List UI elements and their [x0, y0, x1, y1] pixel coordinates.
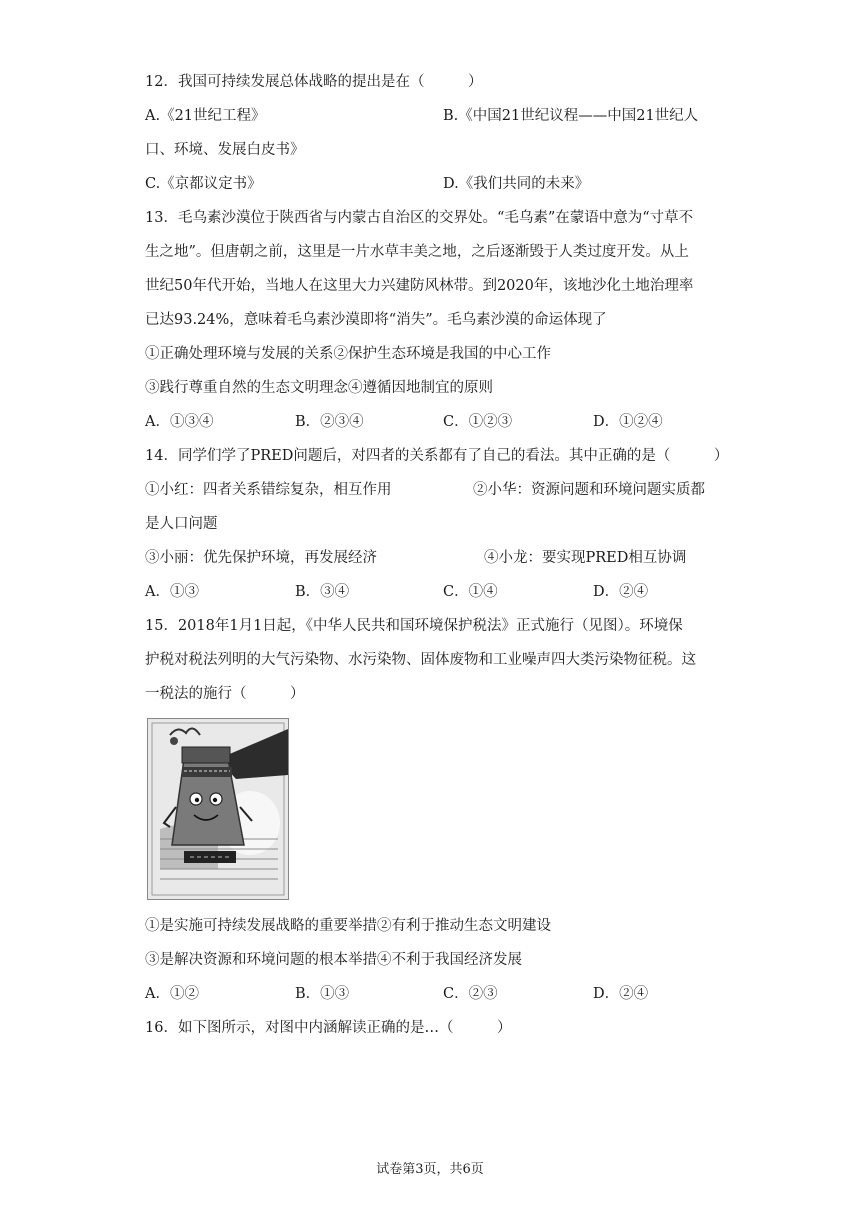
- tax-cartoon-illustration: [148, 719, 288, 899]
- q15-statements-1: ①是实施可持续发展战略的重要举措②有利于推动生态文明建设: [145, 918, 551, 934]
- q14-stem: 14．同学们学了PRED问题后，对四者的关系都有了自己的看法。其中正确的是（ ）: [145, 448, 729, 464]
- q14-statement-2: ②小华：资源问题和环境问题实质都: [473, 482, 705, 498]
- q13-stem-line3: 世纪50年代开始，当地人在这里大力兴建防风林带。到2020年，该地沙化土地治理率: [145, 278, 694, 294]
- q14-option-d: D．②④: [593, 584, 649, 600]
- q12-stem: 12．我国可持续发展总体战略的提出是在（ ）: [145, 74, 483, 90]
- q13-option-b: B．②③④: [295, 414, 364, 430]
- q13-option-a: A．①③④: [145, 414, 214, 430]
- q12-option-c: C.《京都议定书》: [145, 176, 262, 192]
- q14-option-c: C．①④: [443, 584, 498, 600]
- q15-option-c: C．②③: [443, 986, 498, 1002]
- q15-option-b: B．①③: [295, 986, 350, 1002]
- q13-stem-line2: 生之地”。但唐朝之前，这里是一片水草丰美之地，之后逐渐毁于人类过度开发。从上: [145, 244, 689, 260]
- q12-option-a: A.《21世纪工程》: [145, 108, 266, 124]
- tax-cartoon-image: [147, 718, 289, 900]
- q14-statement-3: ③小丽：优先保护环境，再发展经济: [145, 550, 377, 566]
- q15-option-a: A．①②: [145, 986, 199, 1002]
- q13-statements-1: ①正确处理环境与发展的关系②保护生态环境是我国的中心工作: [145, 346, 551, 362]
- q12-option-d: D.《我们共同的未来》: [443, 176, 590, 192]
- q15-stem-line2: 护税对税法列明的大气污染物、水污染物、固体废物和工业噪声四大类污染物征税。这: [145, 652, 696, 668]
- q13-statements-2: ③践行尊重自然的生态文明理念④遵循因地制宜的原则: [145, 380, 493, 396]
- q14-option-b: B．③④: [295, 584, 350, 600]
- q15-stem-line3: 一税法的施行（ ）: [145, 686, 305, 702]
- q13-option-d: D．①②④: [593, 414, 663, 430]
- q13-stem-line4: 已达93.24%，意味着毛乌素沙漠即将“消失”。毛乌素沙漠的命运体现了: [145, 312, 607, 328]
- q15-option-d: D．②④: [593, 986, 649, 1002]
- q12-option-b: B.《中国21世纪议程——中国21世纪人: [443, 108, 699, 124]
- q15-statements-2: ③是解决资源和环境问题的根本举措④不利于我国经济发展: [145, 952, 522, 968]
- q14-statement-4: ④小龙：要实现PRED相互协调: [484, 550, 687, 566]
- q14-statement-1: ①小红：四者关系错综复杂，相互作用: [145, 482, 392, 498]
- q16-stem: 16．如下图所示，对图中内涵解读正确的是…（ ）: [145, 1020, 512, 1036]
- q12-option-b-cont: 口、环境、发展白皮书》: [145, 142, 305, 158]
- page-footer: 试卷第3页，共6页: [376, 1162, 484, 1177]
- q13-option-c: C．①②③: [443, 414, 513, 430]
- q13-stem-line1: 13．毛乌素沙漠位于陕西省与内蒙古自治区的交界处。“毛乌素”在蒙语中意为“寸草不: [145, 210, 694, 226]
- q15-stem-line1: 15．2018年1月1日起，《中华人民共和国环境保护税法》正式施行（见图）。环境保: [145, 618, 683, 634]
- q14-option-a: A．①③: [145, 584, 199, 600]
- q14-statement-2-cont: 是人口问题: [145, 516, 218, 532]
